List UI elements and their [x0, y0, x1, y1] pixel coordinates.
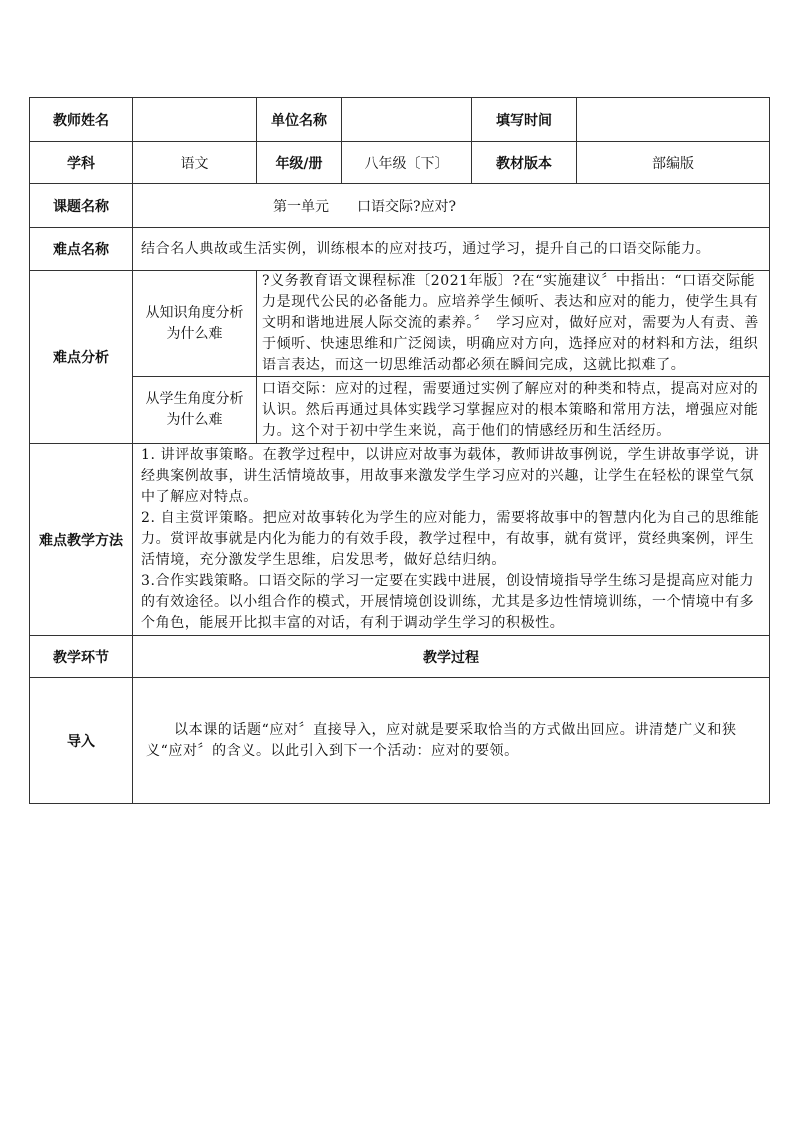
- topic-label: 课题名称: [30, 184, 133, 228]
- method-item-3: 3.合作实践策略。口语交际的学习一定要在实践中进展，创设情境指导学生练习是提高应对能力的有效途径。以小组合作的模式，开展情境创设训练，尤其是多边性情境训练，一个情境中有多个角色，能展开比拟丰富的对话，有利于调动学生学习的积极性。: [141, 573, 755, 631]
- teacher-name-label: 教师姓名: [30, 98, 133, 142]
- teacher-info-row: [30, 98, 770, 142]
- difficulty-row: [30, 228, 770, 271]
- analysis-knowledge-text: ?义务教育语文课程标准〔2021年版〕?在“实施建议〞中指出：“口语交际能力是现代公民的必备能力。应培养学生倾听、表达和应对的能力，使学生具有文明和谐地进展人际交流的素养。〞 学习应对，做好应对，需要为人有责、善于倾听、快速思维和广泛阅读，明确应对方向，选择应对的材料和方法，组织语言表达，而这一切思维活动都必须在瞬间完成，这就比拟难了。: [257, 271, 770, 377]
- process-header: 教学过程: [133, 636, 770, 678]
- grade-value: 八年级〔下〕: [342, 142, 472, 184]
- analysis-student-label: 从学生角度分析为什么难: [145, 391, 244, 428]
- stage-text-cell: [133, 678, 770, 804]
- analysis-student-text: 口语交际：应对的过程，需要通过实例了解应对的种类和特点，提高对应对的认识。然后再通过具体实践学习掌握应对的根本策略和常用方法，增强应对能力。这个对于初中学生来说，高于他们的情感经历和生活经历。: [257, 377, 770, 444]
- method-item-1: 1. 讲评故事策略。在教学过程中，以讲应对故事为载体，教师讲故事例说，学生讲故事学说，讲经典案例故事，讲生活情境故事，用故事来激发学生学习应对的兴趣，让学生在轻松的课堂气氛中了解应对特点。: [141, 447, 760, 505]
- difficulty-label: 难点名称: [30, 228, 133, 271]
- school-field: [342, 98, 472, 142]
- analysis-label: 难点分析: [30, 271, 133, 444]
- lesson-plan-table: [29, 97, 770, 804]
- grade-label: 年级/册: [257, 142, 342, 184]
- stage-row-lead-in: [30, 678, 770, 804]
- analysis-student-cell: [133, 377, 257, 444]
- stage-text-lead-in: 以本课的话题“应对〞直接导入，应对就是要采取恰当的方式做出回应。讲清楚广义和狭义“应对〞的含义。以此引入到下一个活动：应对的要领。: [146, 721, 737, 759]
- edition-label: 教材版本: [472, 142, 577, 184]
- stage-header-row: [30, 636, 770, 678]
- subject-row: [30, 142, 770, 184]
- method-item-2: 2. 自主赏评策略。把应对故事转化为学生的应对能力，需要将故事中的智慧内化为自己的思维能力。赏评故事就是内化为能力的有效手段，教学过程中，有故事，就有赏评，赏经典案例，评生活情境，充分激发学生思维，启发思考，做好总结归纳。: [141, 510, 760, 568]
- analysis-row-knowledge: [30, 271, 770, 377]
- method-label: 难点教学方法: [30, 444, 133, 636]
- date-field: [577, 98, 770, 142]
- topic-row: [30, 184, 770, 228]
- method-list: [133, 444, 770, 636]
- topic-value: 第一单元 口语交际?应对?: [133, 184, 770, 228]
- edition-value: 部编版: [577, 142, 770, 184]
- method-row: [30, 444, 770, 636]
- school-label: 单位名称: [257, 98, 342, 142]
- stage-label-lead-in: 导入: [30, 678, 133, 804]
- difficulty-value: 结合名人典故或生活实例，训练根本的应对技巧，通过学习，提升自己的口语交际能力。: [133, 228, 770, 271]
- stage-header: 教学环节: [30, 636, 133, 678]
- date-label: 填写时间: [472, 98, 577, 142]
- analysis-knowledge-label: 从知识角度分析为什么难: [145, 304, 244, 342]
- subject-label: 学科: [30, 142, 133, 184]
- analysis-knowledge-cell: [133, 271, 257, 377]
- analysis-row-student: [30, 377, 770, 444]
- teacher-name-field: [133, 98, 257, 142]
- subject-value: 语文: [133, 142, 257, 184]
